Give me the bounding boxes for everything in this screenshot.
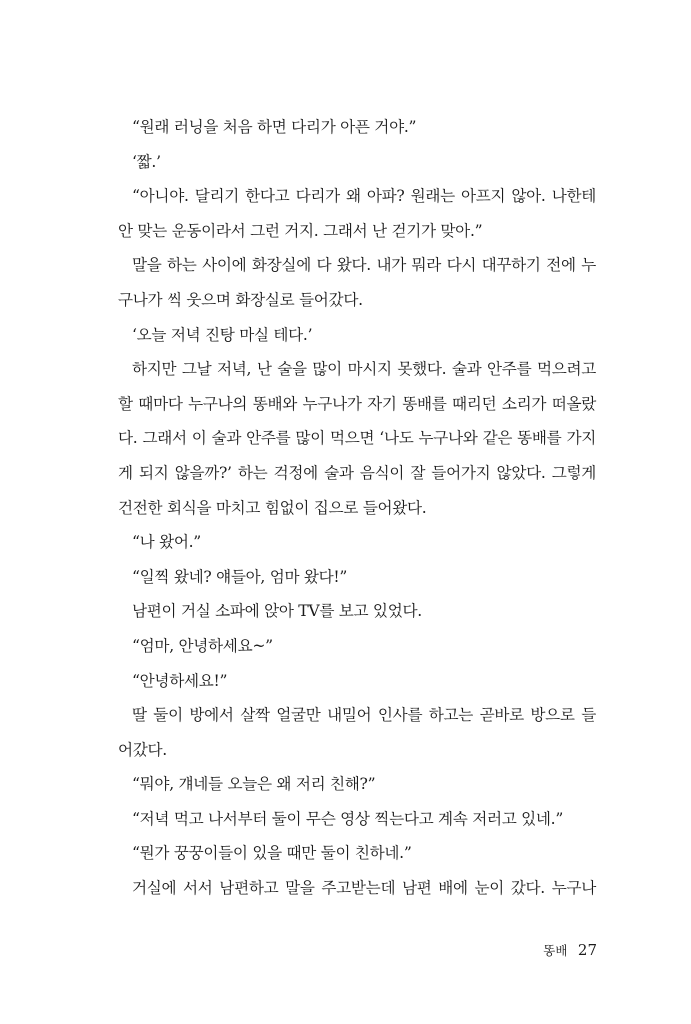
text-line-23: 거실에 서서 남편하고 말을 주고받는데 남편 배에 눈이 갔다. 누구나 — [132, 879, 596, 898]
text-line-11: 게 되지 않을까?’ 하는 걱정에 술과 음식이 잘 들어가지 않았다. 그렇게 — [118, 463, 596, 482]
text-line-17: “안녕하세요!” — [132, 671, 228, 690]
text-line-18: 딸 둘이 방에서 살짝 얼굴만 내밀어 인사를 하고는 곧바로 방으로 들 — [132, 706, 596, 725]
text-line-22: “뭔가 꿍꿍이들이 있을 때만 둘이 친하네.” — [132, 844, 412, 863]
text-line-20: “뭐야, 걔네들 오늘은 왜 저리 친해?” — [132, 775, 376, 794]
running-title: 똥배 — [543, 943, 568, 958]
body-text — [118, 110, 596, 906]
text-line-15: 남편이 거실 소파에 앉아 TV를 보고 있었다. — [132, 602, 422, 621]
text-line-7: ‘오늘 저녁 진탕 마실 테다.’ — [132, 325, 313, 344]
text-line-12: 건전한 회식을 마치고 힘없이 집으로 들어왔다. — [118, 498, 427, 517]
text-line-9: 할 때마다 누구나의 똥배와 누구나가 자기 똥배를 때리던 소리가 떠올랐 — [118, 394, 596, 413]
text-line-19: 어갔다. — [118, 740, 167, 759]
page-footer — [543, 940, 597, 961]
text-line-2: ‘짧.’ — [132, 152, 161, 171]
text-line-3: “아니야. 달리기 한다고 다리가 왜 아파? 원래는 아프지 않아. 나한테 — [132, 187, 596, 206]
text-line-1: “원래 러닝을 처음 하면 다리가 아픈 거야.” — [132, 118, 417, 136]
text-line-8: 하지만 그날 저녁, 난 술을 많이 마시지 못했다. 술과 안주를 먹으려고 — [132, 360, 596, 379]
text-line-13: “나 왔어.” — [132, 533, 201, 552]
page-number: 27 — [577, 941, 597, 959]
text-line-10: 다. 그래서 이 술과 안주를 많이 먹으면 ‘나도 누구나와 같은 똥배를 가지 — [118, 429, 596, 448]
text-line-16: “엄마, 안녕하세요~” — [132, 636, 273, 655]
text-line-4: 안 맞는 운동이라서 그런 거지. 그래서 난 걷기가 맞아.” — [118, 221, 483, 240]
text-line-14: “일찍 왔네? 얘들아, 엄마 왔다!” — [132, 567, 348, 586]
text-line-21: “저녁 먹고 나서부터 둘이 무슨 영상 찍는다고 계속 저러고 있네.” — [132, 809, 564, 828]
text-line-6: 구나가 씩 웃으며 화장실로 들어갔다. — [118, 290, 363, 309]
text-line-5: 말을 하는 사이에 화장실에 다 왔다. 내가 뭐라 다시 대꾸하기 전에 누 — [132, 256, 596, 275]
